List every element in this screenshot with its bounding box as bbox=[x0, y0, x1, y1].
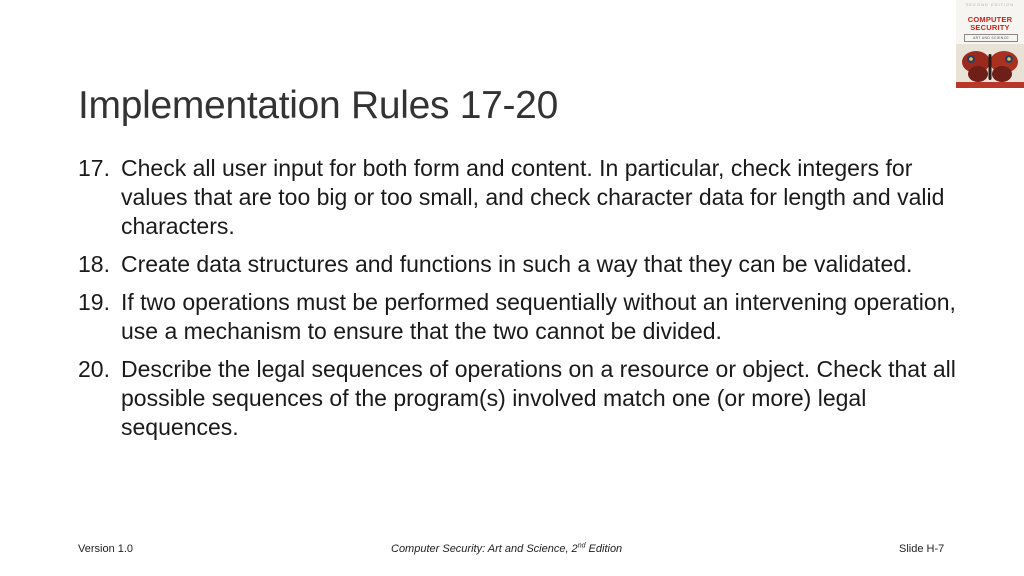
rule-text: Check all user input for both form and content. In particular, check integers for values that are too big or too small, and check character data for length and valid characters. bbox=[121, 155, 945, 239]
butterfly-illustration bbox=[956, 44, 1024, 88]
cover-edition-text: SECOND EDITION bbox=[965, 2, 1015, 7]
cover-title bbox=[956, 16, 1024, 32]
rule-item bbox=[78, 154, 958, 241]
rule-number: 18. bbox=[78, 251, 110, 277]
slide-title: Implementation Rules 17-20 bbox=[78, 84, 558, 128]
cover-title-line-1: COMPUTER bbox=[967, 15, 1013, 24]
footer-book-suffix: Edition bbox=[585, 543, 623, 555]
cover-subtitle: ART AND SCIENCE bbox=[964, 34, 1018, 42]
rule-number: 20. bbox=[78, 356, 110, 382]
footer-slide-number: Slide H-7 bbox=[899, 543, 945, 555]
rules-list bbox=[78, 154, 958, 451]
rule-text: Create data structures and functions in such a way that they can be validated. bbox=[121, 251, 913, 277]
footer-book-title bbox=[391, 543, 622, 555]
rule-text: If two operations must be performed sequentially without an intervening operation, use a mechanism to ensure that the two cannot be divided. bbox=[121, 289, 956, 344]
book-cover-image bbox=[956, 0, 1024, 88]
footer-book-superscript: nd bbox=[577, 542, 586, 550]
footer-version: Version 1.0 bbox=[78, 543, 134, 555]
rule-item bbox=[78, 355, 958, 442]
rule-text: Describe the legal sequences of operations on a resource or object. Check that all possible sequences of the program(s) involved match one (or more) legal sequences. bbox=[121, 356, 956, 440]
rule-item bbox=[78, 250, 958, 279]
rule-number: 19. bbox=[78, 289, 110, 315]
cover-title-line-2: SECURITY bbox=[970, 23, 1010, 32]
rule-item bbox=[78, 288, 958, 346]
rule-number: 17. bbox=[78, 155, 110, 181]
footer-book-prefix: Computer Security: Art and Science, 2 bbox=[391, 543, 578, 555]
